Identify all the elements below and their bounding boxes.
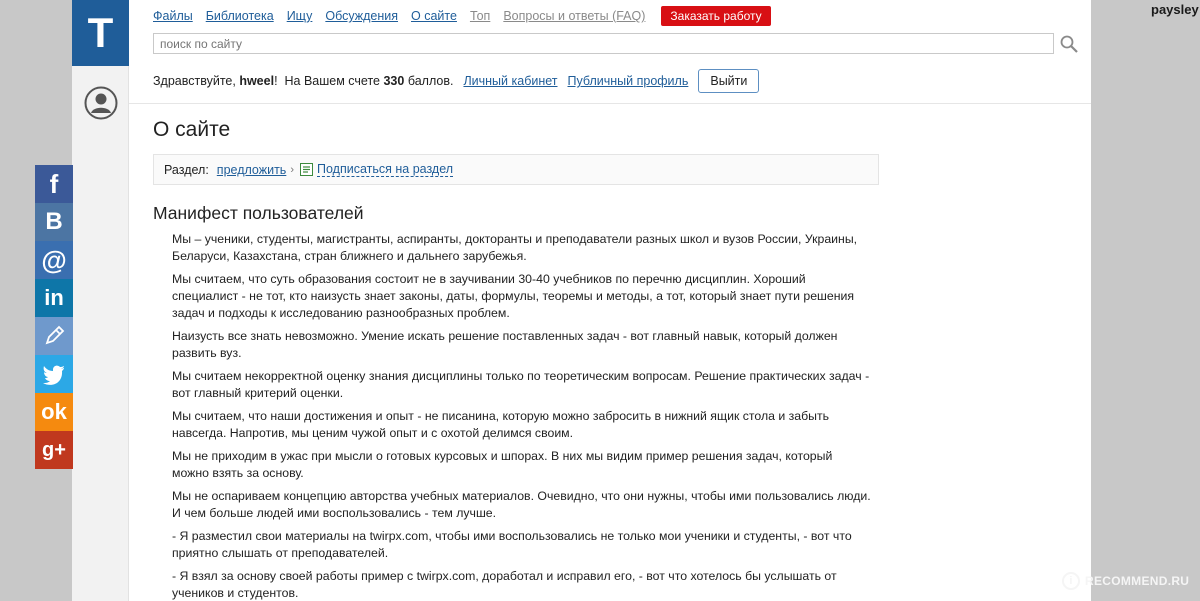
mail-share-button[interactable]: [35, 241, 73, 279]
manifest-paragraph: Мы не приходим в ужас при мысли о готовых курсовых и шпорах. В них мы видим пример решения задач, который можно взять за основу.: [172, 449, 833, 480]
manifest-paragraph: Мы считаем некорректной оценку знания дисциплины только по теоретическим вопросам. Решение практических задач - вот главный критерий оценки.: [172, 369, 870, 400]
manifest-paragraph: Мы не оспариваем концепцию авторства учебных материалов. Очевидно, что они нужны, чтобы ими пользовались люди. И чем больше людей ими воспользовались - тем лучше.: [172, 489, 871, 520]
user-avatar-icon[interactable]: [84, 86, 118, 120]
logout-button[interactable]: Выйти: [698, 69, 759, 93]
username: hweel: [239, 74, 275, 88]
nav-faq[interactable]: Вопросы и ответы (FAQ): [503, 9, 646, 23]
mail-icon: @: [41, 244, 67, 275]
manifest-paragraph: - Я взял за основу своей работы пример с twirpx.com, доработал и исправил его, - вот что хотелось бы услышать от учеников и студентов.: [172, 569, 837, 600]
subscribe-icon: [300, 163, 313, 176]
subscribe-section-link[interactable]: Подписаться на раздел: [317, 161, 454, 176]
nav-files[interactable]: Файлы: [153, 9, 193, 23]
livejournal-share-button[interactable]: [35, 317, 73, 355]
linkedin-share-button[interactable]: [35, 279, 73, 317]
manifest-paragraph: Наизусть все знать невозможно. Умение искать решение поставленных задач - вот главный навык, который должен развить вуз.: [172, 329, 838, 360]
balance-value: 330: [383, 74, 405, 88]
manifest-paragraph: Мы считаем, что наши достижения и опыт - не писанина, которую можно забросить в нижний ящик стола и забыть навсегда. Напротив, мы ценим чужой опыт и с охотой делимся своим.: [172, 409, 830, 440]
balance-suffix: баллов.: [407, 74, 454, 88]
linkedin-icon: in: [44, 285, 64, 310]
nav-library[interactable]: Библиотека: [205, 9, 274, 23]
section-arrow: ›: [290, 163, 294, 176]
greeting-end: !: [274, 74, 278, 88]
nav-top[interactable]: Топ: [469, 9, 491, 23]
page-title: О сайте: [153, 118, 231, 141]
top-nav: [153, 8, 771, 24]
twitter-share-button[interactable]: [35, 355, 73, 393]
suggest-section-link[interactable]: предложить: [216, 162, 287, 177]
greeting-text: Здравствуйте,: [153, 74, 236, 88]
order-work-button[interactable]: Заказать работу: [661, 6, 770, 26]
facebook-icon: f: [49, 168, 59, 199]
watermark-username: paysley: [1151, 2, 1199, 17]
odnoklassniki-share-button[interactable]: [35, 393, 73, 431]
pencil-icon: [42, 324, 66, 348]
section-label: Раздел:: [164, 162, 209, 177]
recommend-site-text: RECOMMEND.RU: [1085, 574, 1190, 588]
nav-about[interactable]: О сайте: [411, 9, 457, 23]
user-info-bar: [153, 69, 759, 93]
search-input[interactable]: [153, 33, 1054, 54]
google-plus-icon: g+: [42, 438, 66, 461]
nav-search[interactable]: Ищу: [286, 9, 313, 23]
header-divider: [129, 103, 1091, 104]
vk-icon: B: [45, 208, 63, 235]
search-icon[interactable]: [1059, 34, 1079, 54]
section-bar: [153, 154, 879, 185]
vk-share-button[interactable]: [35, 203, 73, 241]
balance-prefix: На Вашем счете: [284, 74, 380, 88]
facebook-share-button[interactable]: [35, 165, 73, 203]
manifest-paragraph: Мы – ученики, студенты, магистранты, аспиранты, докторанты и преподаватели разных школ и вузов России, Украины, Беларуси, Казахстана, стран ближнего и дальнего зарубежья.: [172, 232, 858, 263]
site-logo[interactable]: T: [72, 0, 129, 66]
recommend-watermark: [1062, 572, 1189, 590]
manifest-text: [172, 231, 872, 601]
nav-discussions[interactable]: Обсуждения: [325, 9, 399, 23]
recommend-logo-icon: i: [1062, 572, 1080, 590]
public-profile-link[interactable]: Публичный профиль: [567, 74, 689, 88]
google-plus-share-button[interactable]: [35, 431, 73, 469]
odnoklassniki-icon: ok: [41, 399, 67, 424]
manifest-title: Манифест пользователей: [153, 203, 364, 223]
manifest-paragraph: - Я разместил свои материалы на twirpx.com, чтобы ими воспользовались не только мои ученики и студенты, - вот что приятно слышать от преподавателей.: [172, 529, 852, 560]
personal-cabinet-link[interactable]: Личный кабинет: [463, 74, 558, 88]
manifest-paragraph: Мы считаем, что суть образования состоит не в заучивании 30-40 учебников по перечню дисциплин. Хороший специалист - не тот, кто наизусть знает законы, даты, формулы, теоремы и методы, а тот, который знает пути решения задач и подходы к исследованию разнообразных проблем.: [172, 272, 855, 320]
twitter-bird-icon: [42, 363, 66, 385]
